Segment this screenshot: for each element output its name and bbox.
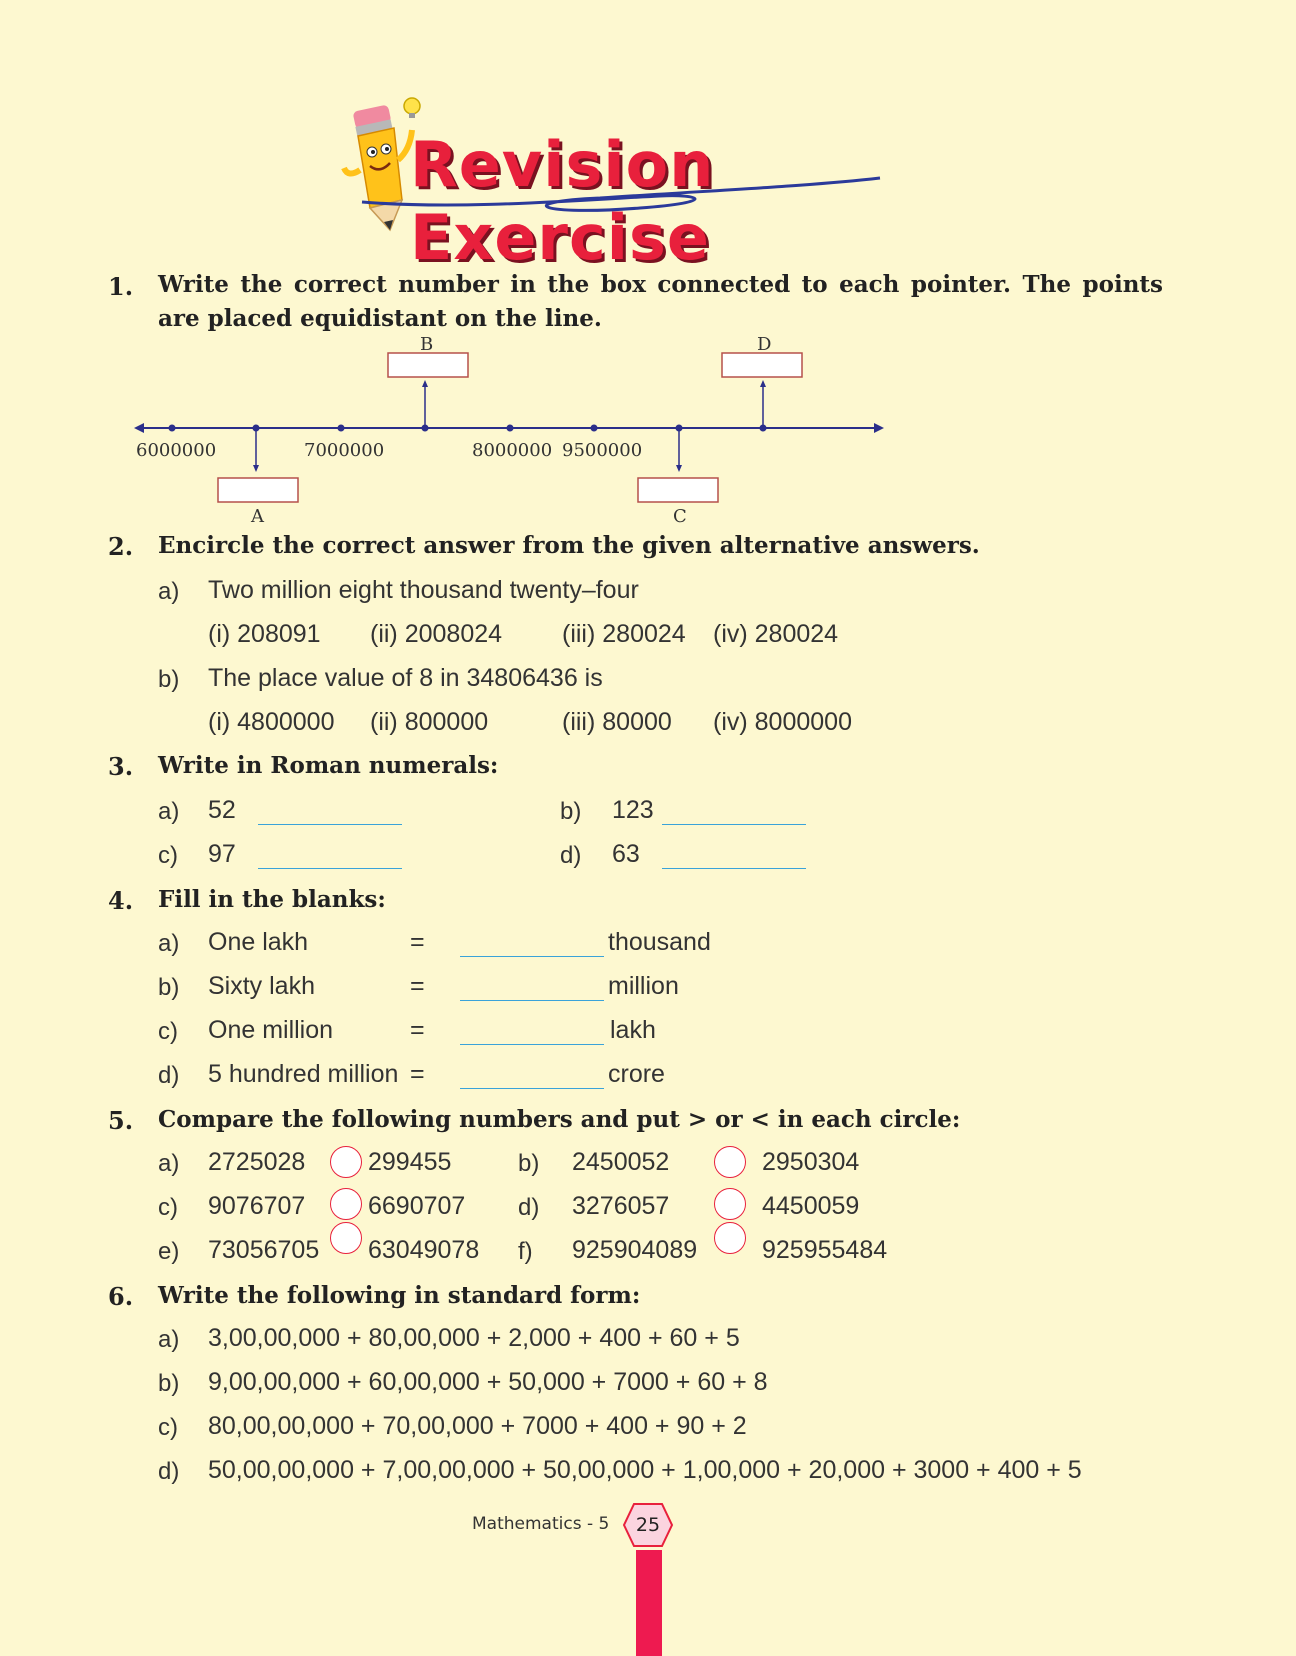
q3a-value: 52 — [208, 796, 236, 824]
q4b-text: Sixty lakh — [208, 972, 315, 1000]
q3a-label: a) — [158, 798, 180, 825]
q6d-label: d) — [158, 1458, 180, 1485]
option[interactable]: (iv) 8000000 — [713, 708, 852, 736]
tick-dot — [169, 425, 176, 432]
title-banner — [340, 90, 960, 274]
q6b-label: b) — [158, 1370, 180, 1397]
answer-blank[interactable] — [460, 956, 604, 957]
q4-text: Fill in the blanks: — [158, 886, 386, 913]
q5e-label: e) — [158, 1238, 180, 1265]
box-d — [722, 353, 802, 377]
q5b-left: 2450052 — [572, 1148, 670, 1176]
q4c-label: c) — [158, 1018, 178, 1045]
page-number: 25 — [635, 1514, 661, 1536]
q5c-label: c) — [158, 1194, 178, 1221]
q6c-label: c) — [158, 1414, 178, 1441]
q2-text: Encircle the correct answer from the given alternative answers. — [158, 532, 980, 559]
q5e-right: 63049078 — [368, 1236, 480, 1264]
compare-circle[interactable] — [714, 1188, 746, 1220]
page-title: Revision Exercise — [410, 128, 715, 274]
q5a-right: 299455 — [368, 1148, 452, 1176]
tick-label: 8000000 — [472, 440, 553, 461]
page-tab-strip — [636, 1550, 662, 1656]
tick-label: 6000000 — [136, 440, 217, 461]
q5f-left: 925904089 — [572, 1236, 698, 1264]
option[interactable]: (iv) 280024 — [713, 620, 839, 648]
title-underline-swoosh — [340, 90, 960, 240]
q3c-label: c) — [158, 842, 178, 869]
q2b-text: The place value of 8 in 34806436 is — [208, 664, 603, 692]
equals-sign: = — [410, 928, 425, 956]
q1-number: 1. — [108, 272, 134, 301]
pointer-label-c: C — [673, 506, 687, 527]
q3b-value: 123 — [612, 796, 654, 824]
compare-circle[interactable] — [330, 1222, 362, 1254]
q4a-unit: thousand — [608, 928, 711, 956]
q4a-text: One lakh — [208, 928, 309, 956]
pointer-label-a: A — [251, 506, 264, 527]
option[interactable]: (i) 4800000 — [208, 708, 335, 736]
number-line-figure — [130, 334, 890, 530]
q2b-label: b) — [158, 666, 180, 693]
box-b — [388, 353, 468, 377]
q4d-label: d) — [158, 1062, 180, 1089]
answer-blank[interactable] — [662, 824, 806, 825]
answer-blank[interactable] — [460, 1000, 604, 1001]
number-line — [130, 340, 890, 530]
compare-circle[interactable] — [330, 1146, 362, 1178]
q4c-text: One million — [208, 1016, 334, 1044]
q4a-label: a) — [158, 930, 180, 957]
q4b-unit: million — [608, 972, 679, 1000]
q5d-left: 3276057 — [572, 1192, 670, 1220]
box-c — [638, 478, 718, 502]
q5c-right: 6690707 — [368, 1192, 466, 1220]
q5c-left: 9076707 — [208, 1192, 306, 1220]
q3b-label: b) — [560, 798, 582, 825]
q6a-label: a) — [158, 1326, 180, 1353]
compare-circle[interactable] — [330, 1188, 362, 1220]
answer-blank[interactable] — [460, 1088, 604, 1089]
q2a-text: Two million eight thousand twenty–four — [208, 576, 639, 604]
q2-number: 2. — [108, 532, 134, 561]
q6c-expression: 80,00,00,000 + 70,00,000 + 7000 + 400 + 90 + 2 — [208, 1412, 747, 1440]
answer-blank[interactable] — [460, 1044, 604, 1045]
q5-text: Compare the following numbers and put > or < in each circle: — [158, 1106, 961, 1133]
tick-dot — [507, 425, 514, 432]
footer-book-title: Mathematics - 5 — [472, 1514, 610, 1534]
tick-dot — [338, 425, 345, 432]
box-a — [218, 478, 298, 502]
equals-sign: = — [410, 972, 425, 1000]
q6d-expression: 50,00,00,000 + 7,00,00,000 + 50,00,000 + 1,00,000 + 20,000 + 3000 + 400 + 5 — [208, 1456, 1082, 1484]
q3-number: 3. — [108, 752, 134, 781]
q5a-left: 2725028 — [208, 1148, 306, 1176]
q4d-text: 5 hundred million — [208, 1060, 399, 1088]
q3d-label: d) — [560, 842, 582, 869]
q4d-unit: crore — [608, 1060, 665, 1088]
option[interactable]: (iii) 80000 — [562, 708, 672, 736]
tick-label: 7000000 — [304, 440, 385, 461]
answer-blank[interactable] — [258, 824, 402, 825]
q3c-value: 97 — [208, 840, 236, 868]
q3-text: Write in Roman numerals: — [158, 752, 499, 779]
q5d-right: 4450059 — [762, 1192, 860, 1220]
answer-blank[interactable] — [258, 868, 402, 869]
q3d-value: 63 — [612, 840, 640, 868]
q4b-label: b) — [158, 974, 180, 1001]
pointer-label-d: D — [757, 334, 772, 355]
option[interactable]: (i) 208091 — [208, 620, 321, 648]
q5a-label: a) — [158, 1150, 180, 1177]
option[interactable]: (ii) 800000 — [370, 708, 489, 736]
q5b-right: 2950304 — [762, 1148, 860, 1176]
option[interactable]: (ii) 2008024 — [370, 620, 503, 648]
q4c-unit: lakh — [610, 1016, 656, 1044]
q5f-right: 925955484 — [762, 1236, 888, 1264]
q6-number: 6. — [108, 1282, 134, 1311]
q5f-label: f) — [518, 1238, 533, 1265]
option[interactable]: (iii) 280024 — [562, 620, 686, 648]
tick-dot — [591, 425, 598, 432]
equals-sign: = — [410, 1060, 425, 1088]
q5-number: 5. — [108, 1106, 134, 1135]
q4-number: 4. — [108, 886, 134, 915]
q6a-expression: 3,00,00,000 + 80,00,000 + 2,000 + 400 + 60 + 5 — [208, 1324, 740, 1352]
compare-circle[interactable] — [714, 1222, 746, 1254]
q2a-label: a) — [158, 578, 180, 605]
pointer-label-b: B — [420, 334, 434, 355]
q5b-label: b) — [518, 1150, 540, 1177]
tick-label: 9500000 — [562, 440, 643, 461]
q5d-label: d) — [518, 1194, 540, 1221]
q5e-left: 73056705 — [208, 1236, 320, 1264]
q6b-expression: 9,00,00,000 + 60,00,000 + 50,000 + 7000 + 60 + 8 — [208, 1368, 768, 1396]
q1-text: Write the correct number in the box connected to each pointer. The points are placed equidistant on the line. — [158, 271, 1163, 332]
equals-sign: = — [410, 1016, 425, 1044]
q6-text: Write the following in standard form: — [158, 1282, 641, 1309]
answer-blank[interactable] — [662, 868, 806, 869]
compare-circle[interactable] — [714, 1146, 746, 1178]
